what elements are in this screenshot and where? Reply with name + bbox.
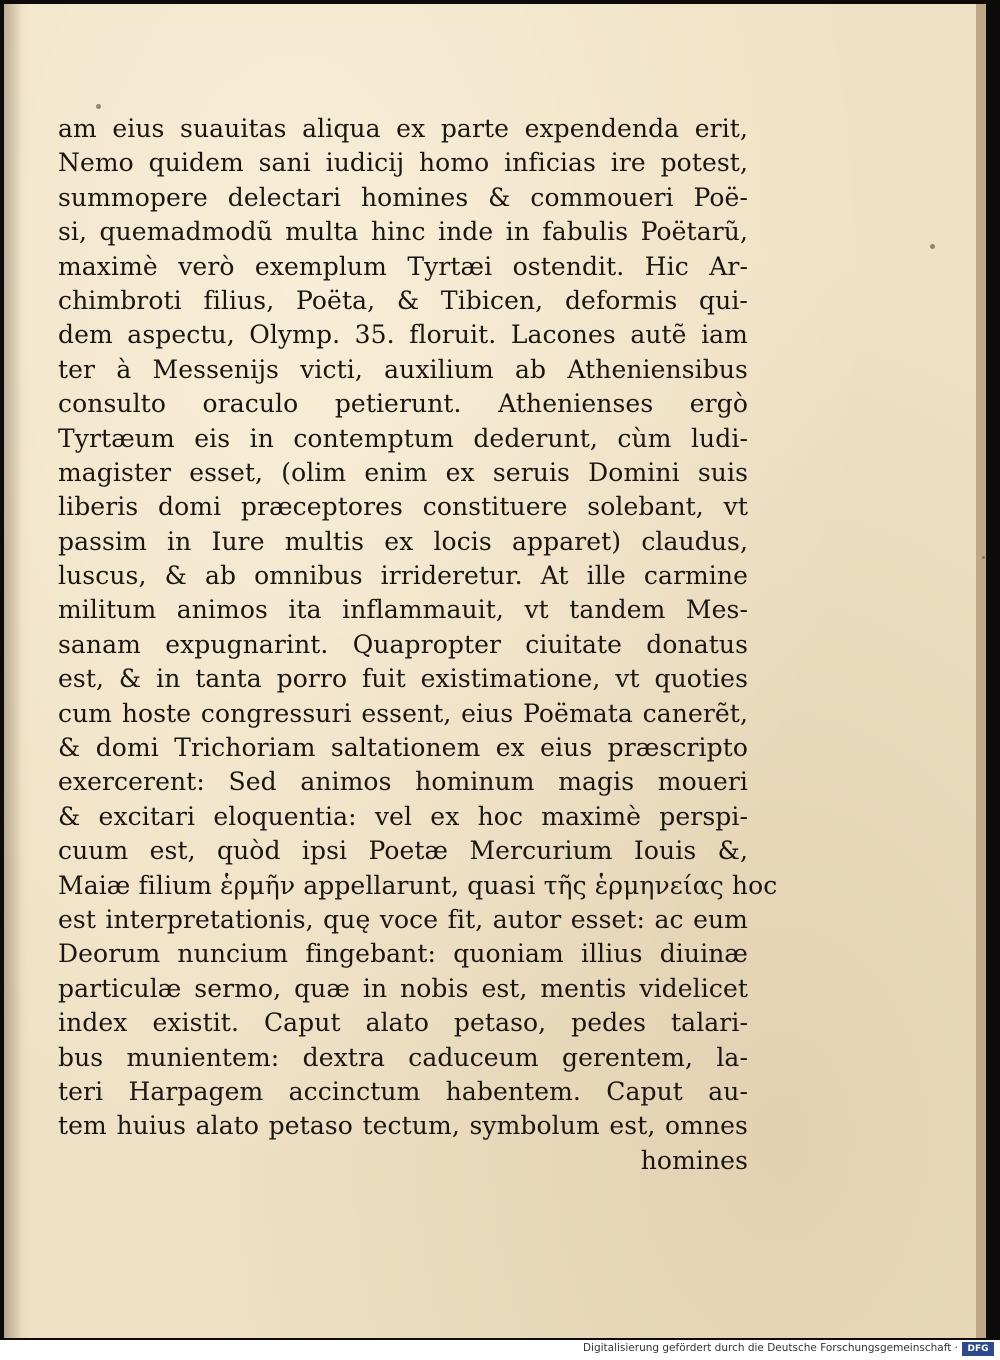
text-line: am eius suauitas aliqua ex parte expendenda erit, [58,114,748,143]
dfg-logo: DFG [962,1342,994,1356]
paper-speck [930,244,935,249]
text-line: passim in Iure multis ex locis apparet) claudus, [58,526,748,556]
text-line: liberis domi præceptores constituere solebant, vt [58,492,748,522]
text-line: consulto oraculo petierunt. Athenienses ergò [58,389,748,419]
text-line: si, quemadmodũ multa hinc inde in fabulis Poëtarũ, [58,217,748,247]
text-line: index existit. Caput alato petaso, pedes talari- [58,1008,748,1038]
text-line: cuum est, quòd ipsi Poetæ Mercurium Iouis &, [58,836,748,866]
text-line: bus munientem: dextra caduceum gerentem, la- [58,1042,748,1072]
text-line: teri Harpagem accinctum habentem. Caput au- [58,1076,748,1106]
book-page [4,4,986,1338]
text-line: dem aspectu, Olymp. 35. floruit. Lacones autẽ iam [58,320,748,350]
text-line: Tyrtæum eis in contemptum dederunt, cùm ludi- [58,423,748,453]
text-line: Nemo quidem sani iudicij homo inficias ire potest, [58,148,748,178]
text-line: & domi Trichoriam saltationem ex eius præscripto [58,733,748,763]
text-line: & excitari eloquentia: vel ex hoc maximè perspi- [58,801,748,831]
text-line: summopere delectari homines & commoueri Poë- [58,182,748,212]
text-line: Deorum nuncium fingebant: quoniam illius diuinæ [58,939,748,969]
digitization-credit: Digitalisierung gefördert durch die Deutsche Forschungsgemeinschaft · [582,1342,958,1354]
gutter-shadow [4,4,22,1338]
paper-speck [96,104,101,109]
text-line: exercerent: Sed animos hominum magis moueri [58,767,748,797]
text-line: militum animos ita inflammauit, vt tandem Mes- [58,595,748,625]
body-text [58,112,778,1178]
text-line: magister esset, (olim enim ex seruis Domini suis [58,457,748,487]
text-line: maximè verò exemplum Tyrtæi ostendit. Hic Ar- [58,251,748,281]
text-line: luscus, & ab omnibus irrideretur. At ille carmine [58,561,748,591]
catchword: homines [640,1145,748,1175]
text-line: est interpretationis, quę voce fit, autor esset: ac eum [58,904,748,934]
text-line: tem huius alato petaso tectum, symbolum est, omnes [58,1111,748,1141]
text-line: chimbroti filius, Poëta, & Tibicen, deformis qui- [58,285,748,315]
text-line: ter à Messenijs victi, auxilium ab Atheniensibus [58,354,748,384]
text-line: cum hoste congressuri essent, eius Poëmata canerẽt, [58,698,748,728]
text-line: Maiæ filium ἑρμῆν appellarunt, quasi τῆς ἑρμηνείας hoc [58,870,778,900]
text-line: sanam expugnarint. Quapropter ciuitate donatus [58,629,748,659]
text-line: est, & in tanta porro fuit existimatione, vt quoties [58,664,748,694]
text-line: particulæ sermo, quæ in nobis est, mentis videlicet [58,973,748,1003]
paper-speck [982,556,985,559]
